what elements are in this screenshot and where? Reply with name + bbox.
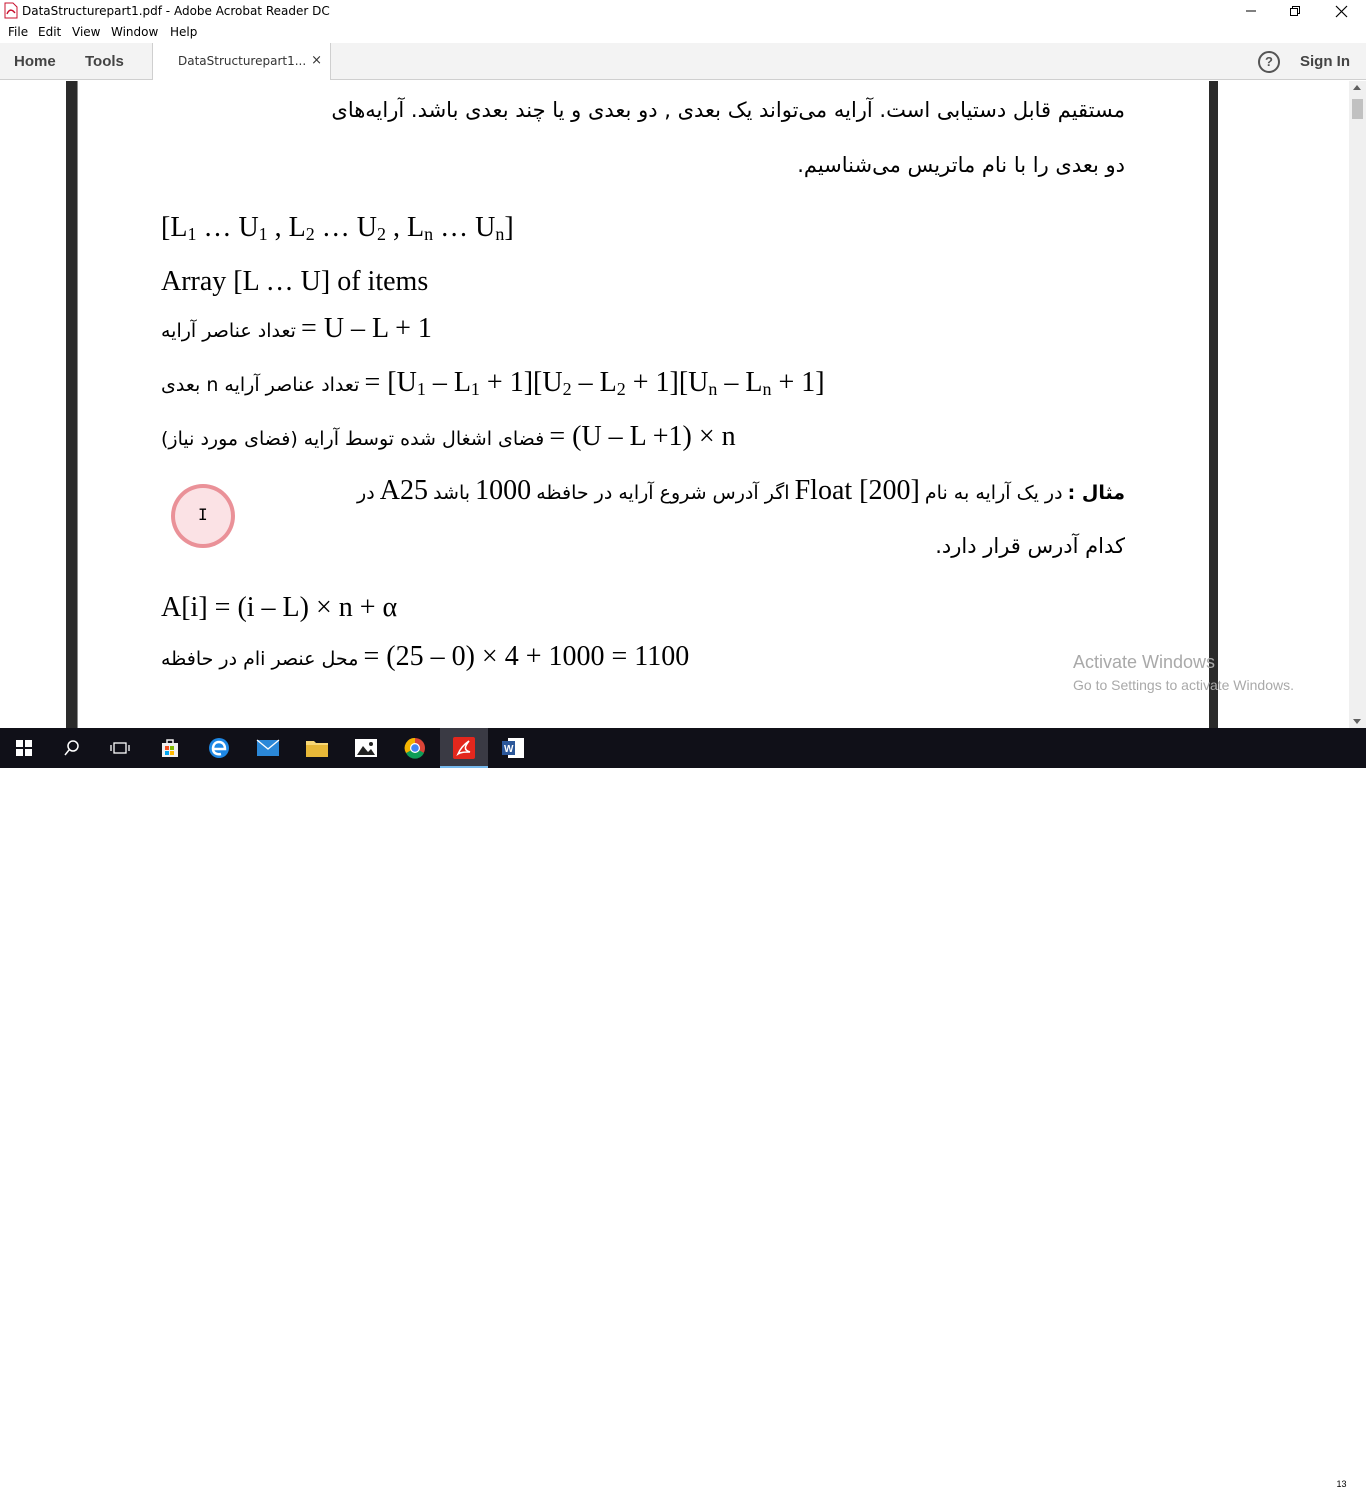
task-view-icon[interactable] [96, 728, 144, 768]
word-icon[interactable] [489, 728, 537, 768]
element-count-formula: = U – L + 1 [301, 313, 432, 344]
ndim-count-formula: = $[U_1 - L_1 + 1][U_2 - L_2 + 1][U_n - L_n + 1]$ [364, 367, 825, 399]
menu-view[interactable]: View [72, 25, 101, 39]
search-icon[interactable] [48, 728, 96, 768]
store-icon[interactable] [146, 728, 194, 768]
menu-window[interactable]: Window [111, 25, 159, 39]
acrobat-icon[interactable] [440, 728, 488, 768]
sign-in-button[interactable]: Sign In [1300, 53, 1350, 70]
address-calc-line [161, 641, 689, 673]
document-tab-label: DataStructurepart1... [178, 54, 307, 68]
ndim-count-line [161, 367, 825, 399]
clock-time[interactable]: 9:32 AM [1259, 1461, 1304, 1475]
example-code: Float [200] [794, 475, 920, 506]
example-number: 1000 [475, 475, 532, 506]
tools-tab[interactable]: Tools [85, 53, 124, 70]
wifi-icon[interactable]: ≋ [1140, 1468, 1151, 1483]
menu-help[interactable]: Help [170, 25, 198, 39]
menu-bar [0, 22, 1366, 43]
text-cursor-icon: I [198, 505, 208, 524]
paragraph-line-2: دو بعدی را با نام ماتریس می‌شناسیم. [797, 153, 1125, 177]
chevron-up-icon[interactable]: ⌃ [1068, 1468, 1079, 1483]
document-viewport[interactable] [0, 81, 1349, 728]
page-border-left [66, 81, 77, 728]
file-explorer-icon[interactable] [293, 728, 341, 768]
example-label: مثال : [1067, 482, 1125, 504]
scroll-down-icon[interactable] [1353, 719, 1361, 724]
pdf-file-icon [4, 3, 18, 18]
menu-edit[interactable]: Edit [38, 25, 62, 39]
people-icon[interactable]: ☺ [1030, 1468, 1044, 1483]
example-text-d: در [357, 482, 375, 504]
example-variable: A25 [379, 475, 428, 506]
battery-icon[interactable]: ▭ [1114, 1468, 1127, 1483]
address-calculation: = (25 – 0) × 4 + 1000 = 1100 [363, 641, 690, 672]
example-text-b: اگر آدرس شروع آرایه در حافظه [536, 482, 790, 504]
notification-count: 13 [1334, 1477, 1349, 1492]
tab-bar [0, 43, 1366, 80]
volume-icon[interactable]: ♪ [1162, 1468, 1171, 1483]
example-line-1 [357, 475, 1125, 507]
onedrive-icon[interactable]: ☁ [1089, 1468, 1102, 1483]
edge-icon[interactable] [195, 728, 243, 768]
keyboard-icon[interactable]: ⌨ [1187, 1468, 1206, 1483]
minimize-button[interactable] [1228, 0, 1274, 22]
space-formula: = (U – L +1) × n [549, 421, 736, 452]
ndim-count-label: تعداد عناصر آرایه n بعدی [161, 374, 360, 396]
space-label: فضای اشغال شده توسط آرایه (فضای مورد نیاز) [161, 428, 545, 450]
language-indicator[interactable]: ENG [1219, 1469, 1246, 1483]
help-icon[interactable]: ? [1258, 51, 1280, 73]
array-declaration: Array [L … U] of items [161, 266, 429, 297]
svg-text:W: W [504, 744, 514, 755]
address-label: محل عنصر iام در حافظه [161, 648, 359, 670]
close-icon [1336, 6, 1347, 17]
page-border-right [1209, 81, 1218, 728]
activation-watermark-subtitle: Go to Settings to activate Windows. [1073, 677, 1294, 693]
taskbar [0, 728, 1366, 1492]
home-tab[interactable]: Home [14, 53, 56, 70]
vertical-scrollbar[interactable] [1349, 81, 1366, 728]
address-formula: A[i] = (i – L) × n + α [161, 592, 398, 623]
paragraph-line-1: مستقیم قابل دستیابی است. آرایه می‌تواند یک بعدی , دو بعدی و یا چند بعدی باشد. آرایه‌های [331, 98, 1125, 122]
example-line-2: کدام آدرس قرار دارد. [935, 534, 1125, 558]
clock-date[interactable]: 3/13/2020 [1255, 1478, 1309, 1492]
windows-start-icon[interactable] [0, 728, 48, 768]
mail-icon[interactable] [244, 728, 292, 768]
menu-file[interactable]: File [8, 25, 29, 39]
scroll-up-icon[interactable] [1353, 85, 1361, 90]
scroll-thumb[interactable] [1352, 99, 1363, 119]
tab-close-icon[interactable]: × [311, 53, 322, 68]
element-count-label: تعداد عناصر آرایه [161, 320, 296, 342]
bounds-notation: [$L_1$ … $U_1$ , $L_2$ … $U_2$ , $L_n$ … $U_n$] [161, 212, 514, 244]
photos-icon[interactable] [342, 728, 390, 768]
example-text-c: باشد [433, 482, 471, 504]
restore-icon [1290, 6, 1300, 16]
element-count-line [161, 313, 432, 345]
space-line [161, 421, 736, 453]
page-edge [77, 81, 78, 728]
chrome-icon[interactable] [391, 728, 439, 768]
restore-button[interactable] [1272, 0, 1318, 22]
window-title: DataStructurepart1.pdf - Adobe Acrobat Reader DC [22, 4, 330, 18]
example-text-a: در یک آرایه به نام [924, 482, 1063, 504]
document-tab[interactable] [152, 43, 331, 80]
activation-watermark-title: Activate Windows [1073, 652, 1216, 672]
minimize-icon [1246, 6, 1256, 16]
close-button[interactable] [1318, 0, 1364, 22]
title-bar [0, 0, 1366, 22]
